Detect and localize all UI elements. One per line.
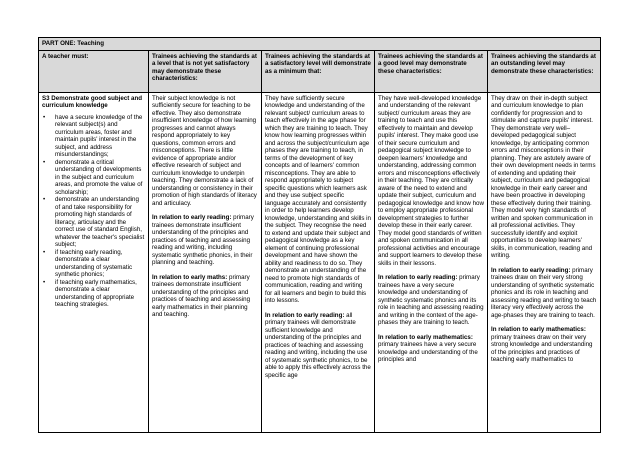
standard-bullet: • if teaching early reading, demonstrate a clear understanding of systematic synthetic phonics; [43, 248, 133, 278]
not-yet-satisfactory-reading-text: primary trainees demonstrate insufficient understanding of the principles and practices of teaching and assessing reading and writing, including systematic synthetic phonics, in their planning and teaching. [152, 214, 254, 266]
good-maths-text: primary trainees have a very secure knowledge and understanding of the principles and [378, 341, 478, 363]
outstanding-reading-text: primary trainees draw on their very strong understanding of synthetic systematic phonics and its role in teaching and assessing reading and writing to teach literacy very effectively across the age-phases they are training to teach. [491, 266, 597, 319]
good-reading-text: primary trainees have a very secure knowledge and understanding of synthetic systematic phonics and its role in teaching and assessing reading and writing in the context of the age-phases they are training to teach. [378, 274, 484, 326]
good-cell [375, 93, 488, 433]
standards-table [38, 37, 601, 433]
not-yet-satisfactory-reading-heading: In relation to early reading: [152, 214, 232, 221]
bullet-icon: • [43, 278, 46, 286]
bullet-icon: • [43, 158, 46, 166]
header-row [39, 51, 601, 93]
standard-bullet: • demonstrate an understanding of and take responsibility for promoting high standards of literacy, articulacy and the correct use of standard English, whatever the teacher's specialist subject; [43, 196, 145, 248]
part-title: PART ONE: Teaching [39, 38, 601, 51]
good-maths-heading: In relation to early mathematics: [378, 333, 473, 341]
good-reading-heading: In relation to early reading: [378, 274, 458, 281]
header-outstanding: Trainees achieving the standards at an outstanding level may demonstrate these characteristics: [488, 51, 601, 93]
header-satisfactory: Trainees achieving the standards at a satisfactory level will demonstrate as a minimum that: [262, 51, 375, 93]
outstanding-reading-heading: In relation to early reading: [491, 266, 571, 274]
standard-bullet: • have a secure knowledge of the relevant subject(s) and curriculum areas, foster and maintain pupils' interest in the subject, and address misunderstandings; [43, 113, 143, 158]
not-yet-satisfactory-intro: Their subject knowledge is not sufficiently secure for teaching to be effective. They also demonstrate insufficient knowledge of how learning progresses and cannot always respond appropriately to key questions, common errors and misconceptions. There is little evidence of appropriate and/or effective research of subject and curriculum knowledge to underpin teaching. They demonstrate a lack of understanding or consistency in their promotion of high standards of literacy and articulacy. [152, 94, 257, 207]
satisfactory-intro: They have sufficiently secure knowledge and understanding of the relevant subject/ curriculum areas to teach effectively in the age phase for which they are training to teach. They know how learning progresses within and across the subject/curriculum age phases they are training to teach, in terms of the development of key concepts and of learners' common misconceptions. They are able to respond appropriately to subject specific questions which learners ask and they use subject specific language accurately and consistently in order to help learners develop knowledge, understanding and skills in the subject. They recognise the need to extend and update their subject and pedagogical knowledge as a key element of continuing professional development and have shown the ability and readiness to do so. They demonstrate an understanding of the need to promote high standards of communication, reading and writing for all learners and begin to build this into lessons. [265, 94, 371, 304]
standard-bullet: • if teaching early mathematics, demonstrate a clear understanding of appropriate teaching strategies. [43, 278, 137, 308]
not-yet-satisfactory-maths-text: primary trainees demonstrate insufficient understanding of the principles and practices of teaching and assessing early mathematics in their planning and teaching. [152, 273, 251, 318]
bullet-icon: • [43, 248, 46, 256]
header-not-yet-satisfactory: Trainees achieving the standards at a level that is not yet satisfactory may demonstrate these characteristics: [149, 51, 262, 93]
not-yet-satisfactory-cell [149, 93, 262, 433]
standard-cell [39, 93, 149, 433]
header-teacher-must: A teacher must: [39, 51, 149, 93]
satisfactory-reading-heading: In relation to early reading: [265, 311, 345, 319]
header-good: Trainees achieving the standards at a good level may demonstrate these characteristics: [375, 51, 488, 93]
outstanding-maths-heading: In relation to early mathematics: [491, 326, 586, 333]
standard-title: S3 Demonstrate good subject and curriculum knowledge [42, 94, 143, 109]
not-yet-satisfactory-maths-heading: In relation to early maths: [152, 273, 228, 281]
good-intro: They have well-developed knowledge and understanding of the relevant subject/ curriculum areas they are training to teach and use this effectively to maintain and develop pupils' interest. They make good use of their secure curriculum and pedagogical subject knowledge to deepen learners' knowledge and understanding, addressing common errors and misconceptions effectively in their teaching. They are critically aware of the need to extend and update their subject, curriculum and pedagogical knowledge and know how to employ appropriate professional development strategies to further develop these in their early career. They model good standards of written and spoken communication in all professional activities and encourage and support learners to develop these skills in their lessons. [378, 94, 484, 267]
bullet-icon: • [43, 113, 46, 121]
satisfactory-reading-text: all primary trainees will demonstrate sufficient knowledge and understanding of the principles and practices of teaching and assessing reading and writing, including the use of systematic synthetic phonics, to be able to apply this effectively across the specific age [265, 311, 371, 379]
outstanding-intro: They draw on their in-depth subject and curriculum knowledge to plan confidently for progression and to stimulate and capture pupils' interest. They demonstrate very well–developed pedagogical subject knowledge, by anticipating common errors and misconceptions in their planning. They are astutely aware of their own development needs in terms of extending and updating their subject, curriculum and pedagogical knowledge in their early career and have been proactive in developing these effectively during their training. They model very high standards of written and spoken communication in all professional activities. They successfully identify and exploit opportunities to develop learners' skills, in communication, reading and writing. [491, 94, 596, 259]
part-title-row [39, 38, 601, 51]
outstanding-maths-text: primary trainees draw on their very strong knowledge and understanding of the principles and practices of teaching early mathematics to [491, 333, 593, 363]
standard-bullet: • demonstrate a critical understanding of developments in the subject and curriculum areas, and promote the value of scholarship; [43, 158, 143, 196]
outstanding-cell [488, 93, 601, 433]
bullet-icon: • [43, 196, 46, 203]
document-page [38, 37, 600, 433]
satisfactory-cell [262, 93, 375, 433]
standard-bullet-list [42, 114, 145, 309]
standard-row [39, 93, 601, 433]
